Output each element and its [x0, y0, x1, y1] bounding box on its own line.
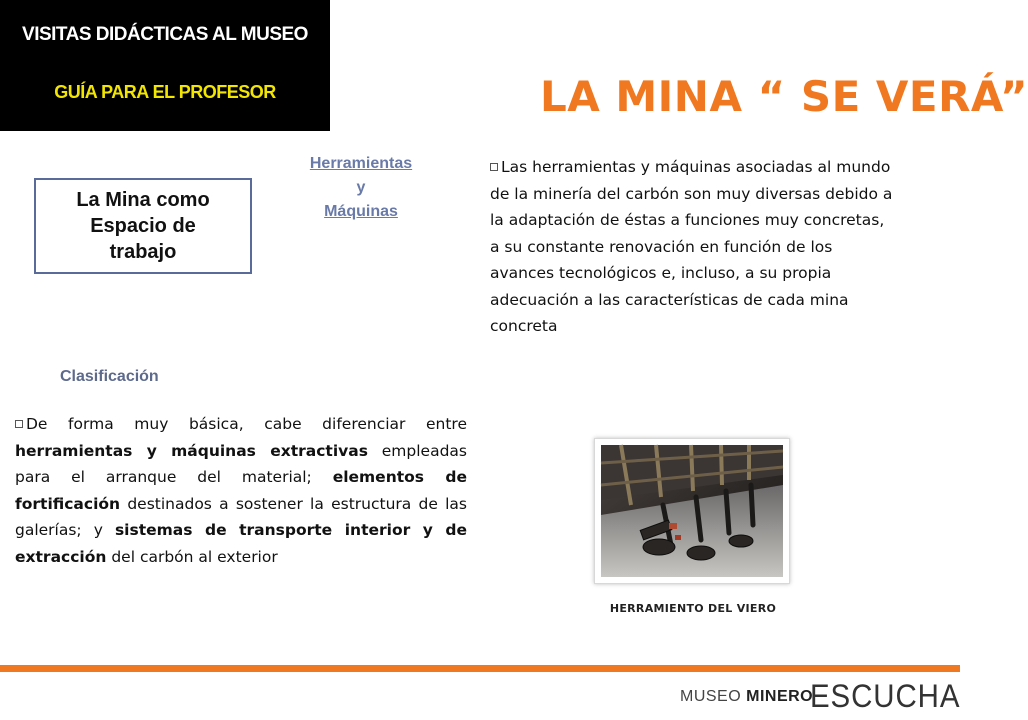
- section-box-line: trabajo: [109, 241, 177, 263]
- header-title: VISITAS DIDÁCTICAS AL MUSEO: [22, 24, 308, 45]
- classification-term: herramientas y máquinas extractivas: [15, 441, 368, 460]
- classification-heading: Clasificación: [60, 368, 159, 385]
- tools-machines-link[interactable]: [286, 152, 436, 224]
- intro-paragraph: [490, 154, 898, 340]
- intro-text: Las herramientas y máquinas asociadas al mundo de la minería del carbón son muy diversas debido a la adaptación de éstas a funciones muy concretas, a su constante renovación en función de los avances tecnológicos e, incluso, a su propia adecuación a las características de cada mina concreta: [490, 158, 893, 335]
- photo-caption: HERRAMIENTO DEL VIERO: [609, 602, 777, 615]
- mine-tunnel-photo: [601, 445, 783, 577]
- logo-small-text: [680, 688, 813, 706]
- section-box-line: La Mina como: [76, 189, 210, 211]
- classification-term: sistemas de transporte interior y de extracción: [15, 521, 467, 566]
- museum-logo: [680, 678, 961, 714]
- logo-minero: MINERO: [746, 688, 814, 705]
- classification-text: del carbón al exterior: [106, 547, 278, 566]
- section-box-line: Espacio de: [90, 215, 196, 237]
- classification-paragraph: [15, 411, 467, 570]
- square-bullet-icon: [490, 163, 498, 171]
- tools-link-line[interactable]: Herramientas: [309, 155, 413, 172]
- logo-museo: MUSEO: [680, 688, 747, 705]
- header-subtitle: GUÍA PARA EL PROFESOR: [54, 82, 276, 102]
- classification-text: De forma muy básica, cabe diferenciar entre: [26, 415, 467, 433]
- section-box: [34, 178, 252, 274]
- header-banner: [0, 0, 330, 131]
- tools-link-connector[interactable]: y: [356, 179, 366, 196]
- square-bullet-icon: [15, 420, 23, 428]
- classification-term: elementos de fortificación: [15, 468, 467, 513]
- page-title: LA MINA “ SE VERÁ”: [540, 72, 1028, 121]
- classification-text: destinados a sostener la estructura de las galerías; y: [15, 494, 467, 539]
- footer-divider: [0, 665, 960, 672]
- classification-text: empleadas para el arranque del material;: [15, 441, 467, 486]
- logo-big-text: ESCUCHA: [810, 678, 961, 714]
- tools-link-line[interactable]: Máquinas: [324, 203, 398, 220]
- mine-photo: [594, 438, 790, 584]
